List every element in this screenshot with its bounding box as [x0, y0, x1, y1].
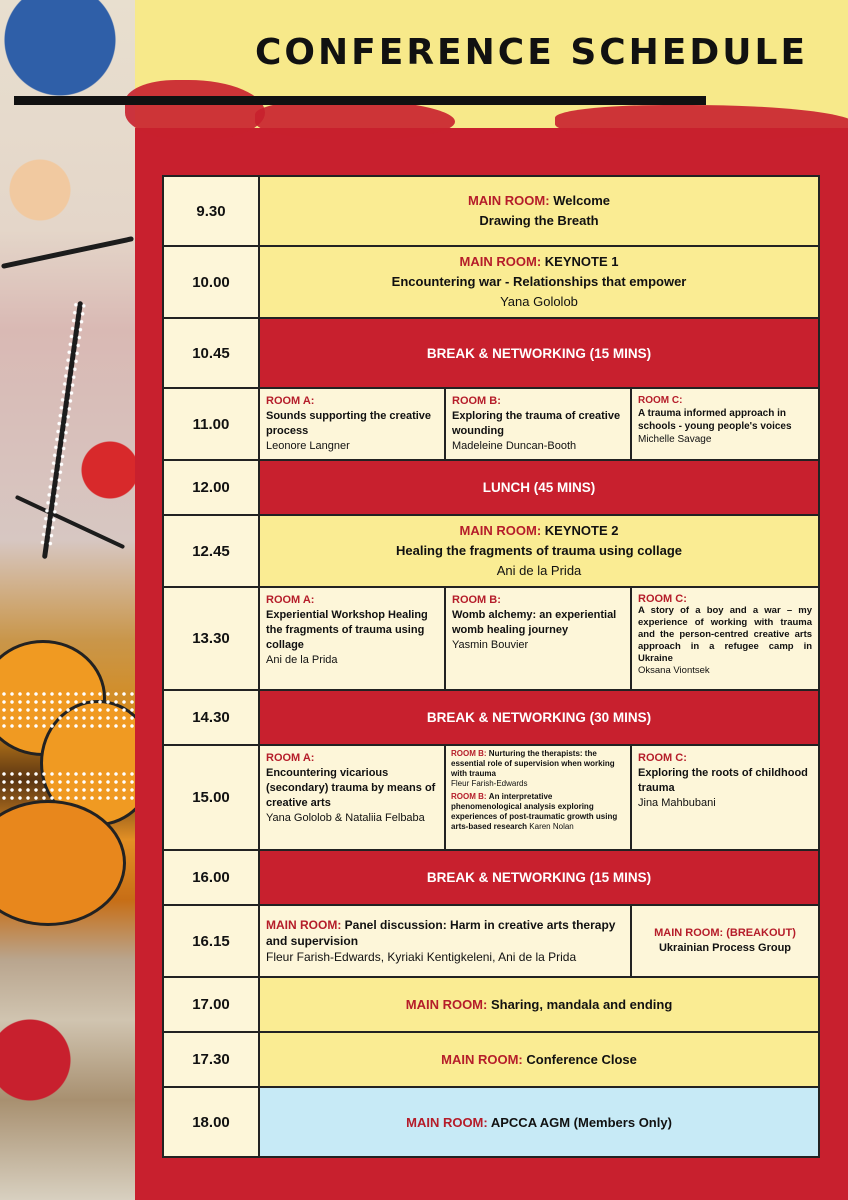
- session-title: KEYNOTE 1: [544, 254, 619, 269]
- room-label: MAIN ROOM:: [441, 1051, 523, 1067]
- session-title: A trauma informed approach in schools - young people's voices: [638, 408, 792, 432]
- break-cell: BREAK & NETWORKING (15 MINS): [259, 318, 819, 388]
- time-cell: 15.00: [163, 745, 259, 850]
- speaker: Karen Nolan: [529, 822, 574, 831]
- table-row: [163, 176, 819, 246]
- room-label: MAIN ROOM: (BREAKOUT): [654, 927, 796, 939]
- session-cell: [259, 977, 819, 1032]
- speaker: Yasmin Bouvier: [452, 639, 529, 651]
- room-label: MAIN ROOM:: [459, 254, 542, 269]
- table-row: [163, 587, 819, 690]
- panel-cell: [259, 905, 631, 977]
- room-label: MAIN ROOM:: [459, 523, 542, 538]
- room-c-cell: [631, 745, 819, 850]
- time-cell: 10.00: [163, 246, 259, 318]
- room-c-cell: [631, 587, 819, 690]
- room-b-cell: [445, 587, 631, 690]
- break-cell: BREAK & NETWORKING (15 MINS): [259, 850, 819, 905]
- page-title: CONFERENCE SCHEDULE: [255, 32, 809, 73]
- speaker: Madeleine Duncan-Booth: [452, 440, 577, 452]
- room-b-cell: [445, 745, 631, 850]
- table-row: [163, 460, 819, 515]
- title-underline: [14, 96, 706, 105]
- session-title: Ukrainian Process Group: [658, 942, 792, 954]
- session-title: KEYNOTE 2: [544, 523, 619, 538]
- room-label: ROOM A:: [266, 594, 315, 606]
- session-title: Welcome: [553, 193, 611, 208]
- time-cell: 12.00: [163, 460, 259, 515]
- session-title: Conference Close: [526, 1051, 637, 1067]
- speaker: Yana Gololob & Nataliia Felbaba: [266, 812, 425, 824]
- room-a-cell: [259, 587, 445, 690]
- session-cell: [259, 176, 819, 246]
- room-label: MAIN ROOM:: [467, 193, 550, 208]
- time-cell: 16.00: [163, 850, 259, 905]
- table-row: [163, 515, 819, 587]
- table-row: [163, 388, 819, 460]
- session-title: Panel discussion: Harm in creative arts therapy and supervision: [266, 918, 616, 948]
- session-cell: [259, 246, 819, 318]
- session-title: Exploring the trauma of creative wounding: [452, 410, 621, 437]
- break-cell: LUNCH (45 MINS): [259, 460, 819, 515]
- room-label: MAIN ROOM:: [266, 918, 342, 932]
- room-label: ROOM B:: [451, 749, 487, 758]
- speaker: Oksana Viontsek: [638, 665, 710, 676]
- room-label: ROOM C:: [638, 752, 687, 764]
- room-a-cell: [259, 388, 445, 460]
- room-label: ROOM A:: [266, 752, 315, 764]
- table-row: [163, 745, 819, 850]
- table-row: [163, 318, 819, 388]
- room-label: MAIN ROOM:: [405, 996, 488, 1012]
- speaker: Yana Gololob: [500, 294, 578, 309]
- room-a-cell: [259, 745, 445, 850]
- time-cell: 12.45: [163, 515, 259, 587]
- room-label: ROOM A:: [266, 395, 315, 407]
- session-cell: [259, 1087, 819, 1157]
- session-subtitle: Healing the fragments of trauma using collage: [395, 543, 683, 558]
- session-cell: [259, 1032, 819, 1087]
- table-row: [163, 850, 819, 905]
- time-cell: 18.00: [163, 1087, 259, 1157]
- room-label: ROOM B:: [452, 594, 501, 606]
- speaker: Ani de la Prida: [496, 563, 582, 578]
- time-cell: 9.30: [163, 176, 259, 246]
- table-row: [163, 1032, 819, 1087]
- table-row: [163, 246, 819, 318]
- speaker: Fleur Farish-Edwards, Kyriaki Kentigkeleni, Ani de la Prida: [266, 950, 577, 964]
- room-c-cell: [631, 388, 819, 460]
- room-label: ROOM C:: [638, 593, 687, 605]
- session-title: Nurturing the therapists: the essential role of supervision when working with trauma: [451, 749, 615, 778]
- room-label: ROOM B:: [451, 792, 487, 801]
- schedule-table: [162, 175, 820, 1158]
- speaker: Ani de la Prida: [266, 654, 338, 666]
- session-title: Encountering vicarious (secondary) trauma by means of creative arts: [266, 767, 436, 809]
- session-title: APCCA AGM (Members Only): [490, 1114, 672, 1130]
- table-row: [163, 905, 819, 977]
- session-subtitle: Drawing the Breath: [479, 213, 599, 228]
- table-row: [163, 977, 819, 1032]
- time-cell: 17.30: [163, 1032, 259, 1087]
- breakout-cell: [631, 905, 819, 977]
- session-subtitle: Encountering war - Relationships that empower: [391, 274, 687, 289]
- session-title: Sharing, mandala and ending: [490, 996, 673, 1012]
- speaker: Michelle Savage: [638, 434, 712, 445]
- session-cell: [259, 515, 819, 587]
- time-cell: 11.00: [163, 388, 259, 460]
- session-title: An interpretative phenomenological analysis exploring experiences of post-traumatic growth using arts-based research: [451, 792, 618, 831]
- time-cell: 13.30: [163, 587, 259, 690]
- session-title: Womb alchemy: an experiential womb healing journey: [452, 609, 617, 636]
- time-cell: 10.45: [163, 318, 259, 388]
- break-cell: BREAK & NETWORKING (30 MINS): [259, 690, 819, 745]
- session-title: A story of a boy and a war – my experience of working with trauma and the person-centred creative arts approach in a refugee camp in Ukraine: [638, 605, 813, 664]
- time-cell: 14.30: [163, 690, 259, 745]
- time-cell: 17.00: [163, 977, 259, 1032]
- room-label: ROOM B:: [452, 395, 501, 407]
- session-title: Exploring the roots of childhood trauma: [638, 767, 808, 794]
- collage-artwork: [0, 0, 135, 1200]
- table-row: [163, 690, 819, 745]
- speaker: Jina Mahbubani: [638, 797, 716, 809]
- speaker: Fleur Farish-Edwards: [451, 779, 528, 788]
- table-row: [163, 1087, 819, 1157]
- room-b-cell: [445, 388, 631, 460]
- session-title: Sounds supporting the creative process: [266, 410, 432, 437]
- time-cell: 16.15: [163, 905, 259, 977]
- session-title: Experiential Workshop Healing the fragments of trauma using collage: [266, 609, 428, 651]
- room-label: ROOM C:: [638, 395, 683, 406]
- room-label: MAIN ROOM:: [406, 1114, 488, 1130]
- speaker: Leonore Langner: [266, 440, 350, 452]
